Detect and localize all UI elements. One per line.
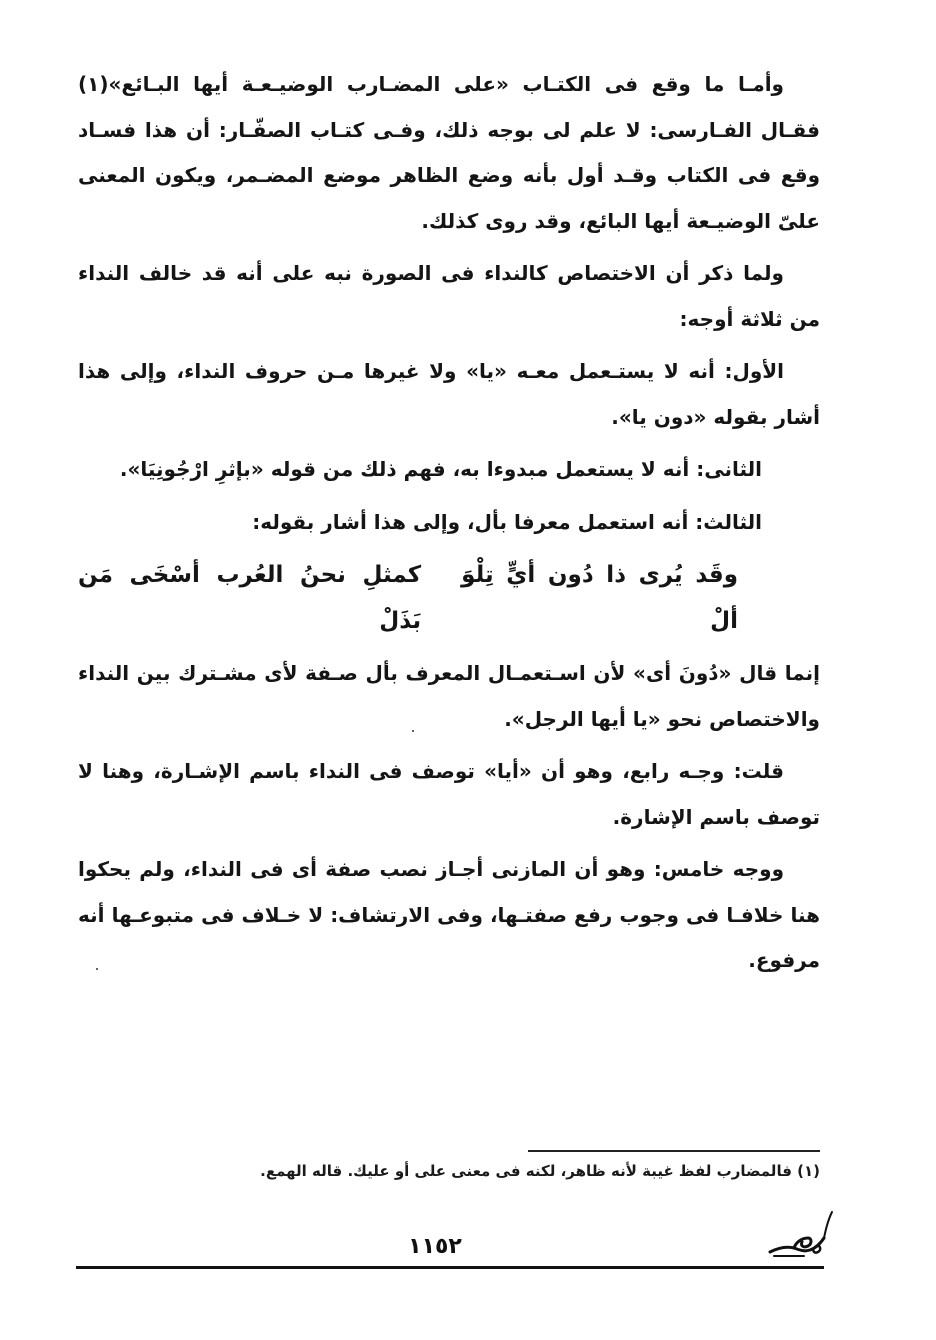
paragraph-third-point bbox=[78, 500, 820, 546]
scan-speck bbox=[412, 730, 414, 732]
paragraph-fourth-aspect bbox=[78, 749, 820, 840]
first-point-text: أنه لا يستـعمل معـه «يا» ولا غيرها مـن حروف النداء، وإلى هذا أشار بقوله «دون يا». bbox=[78, 359, 820, 429]
paragraph-explanation-text: إنما قال «دُونَ أى» لأن اسـتعمـال المعرف بأل صـفة لأى مشـترك بين النداء والاختصاص نحو «يا أيها الرجل». bbox=[78, 661, 820, 731]
third-point-lead: الثالث: bbox=[695, 509, 762, 534]
second-point-lead: الثانى: bbox=[696, 457, 762, 481]
paragraph-2-text: ولما ذكر أن الاختصاص كالنداء فى الصورة نبه على أنه قد خالف النداء من ثلاثة أوجه: bbox=[78, 261, 820, 331]
footnote: (١) فالمضارب لفظ غيبة لأنه ظاهر، لكنه فى معنى على أو عليك. قاله الهمع. bbox=[260, 1162, 820, 1180]
paragraph-1 bbox=[78, 62, 820, 244]
footnote-separator bbox=[528, 1150, 820, 1152]
paragraph-explanation bbox=[78, 651, 820, 742]
second-point-text: أنه لا يستعمل مبدوءا به، فهم ذلك من قوله «بإثرِ ارْجُونِيَا». bbox=[119, 457, 697, 481]
main-text bbox=[78, 62, 820, 991]
verse-line bbox=[78, 552, 820, 644]
verse-hemistich-right: وقَد يُرى ذا دُون أيٍّ تِلْوَ ألْ bbox=[461, 562, 738, 634]
page-number: ١١٥٢ bbox=[408, 1234, 462, 1259]
third-point-text: أنه استعمل معرفا بأل، وإلى هذا أشار بقوله: bbox=[252, 509, 696, 534]
paragraph-1-text: وأمـا ما وقع فى الكتـاب «على المضـارب الوضيـعـة أيها البـائع»(١) فقـال الفـارسى: لا علم لى بوجه ذلك، وفـى كتـاب الصفّـار: أن هذا فسـاد وقع فى الكتاب وقـد أول بأنه وضع الظاهر موضع المضـمر، ويكون المعنى علىّ الوضيـعة أيها البائع، وقد روى كذلك. bbox=[78, 72, 820, 233]
first-point-lead: الأول: bbox=[724, 359, 784, 383]
paragraph-second-point bbox=[78, 447, 820, 493]
paragraph-fifth-aspect-text: ووجه خامس: وهو أن المازنى أجـاز نصب صفة أى فى النداء، ولم يحكوا هنا خلافـا فى وجوب رفع صفتـها، وفى الارتشاف: لا خـلاف فى متبوعـها أنه مرفوع. bbox=[78, 857, 820, 972]
bottom-rule bbox=[76, 1266, 824, 1269]
scan-speck bbox=[96, 968, 98, 970]
paragraph-first-point bbox=[78, 349, 820, 440]
paragraph-fifth-aspect bbox=[78, 847, 820, 984]
paragraph-2 bbox=[78, 251, 820, 342]
verse-hemistich-left: كمثلِ نحنُ العُرب أسْخَى مَن بَذَلْ bbox=[78, 562, 422, 634]
publisher-logo bbox=[764, 1208, 834, 1264]
paragraph-fourth-aspect-text: قلت: وجـه رابع، وهو أن «أيا» توصف فى النداء باسم الإشـارة، وهنا لا توصف باسم الإشارة. bbox=[78, 759, 820, 829]
